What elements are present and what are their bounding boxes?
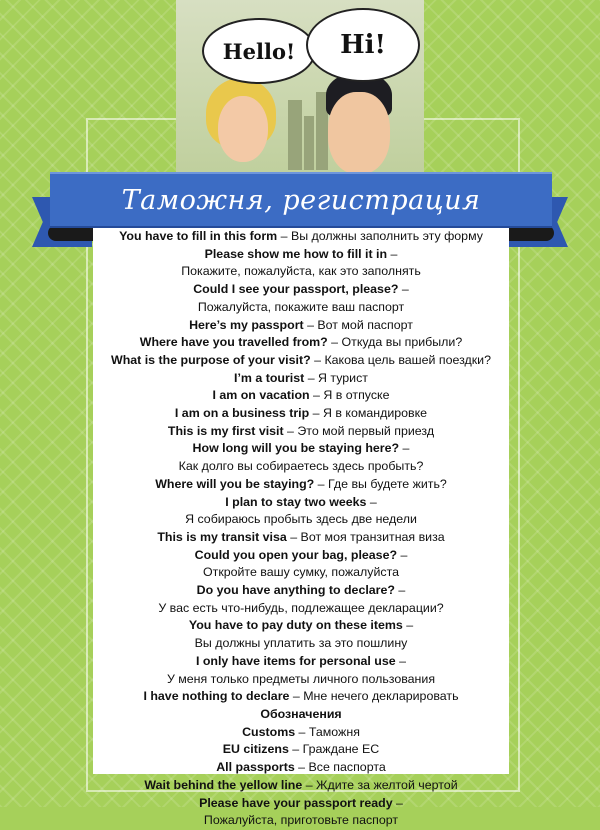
phrase-russian: Пожалуйста, приготовьте паспорт [203,813,399,828]
phrase-line [93,281,509,299]
phrase-line [93,334,509,352]
phrase-russian: Вы должны уплатить за это пошлину [194,636,408,651]
phrase-english: I am on vacation [212,388,310,403]
phrase-english: I plan to stay two weeks [225,494,367,509]
speech-bubble-hi: Hi! [306,8,420,82]
phrase-russian: – Вы должны заполнить эту форму [277,229,483,243]
phrase-english: This is my first visit [167,423,284,438]
phrase-line [93,263,509,281]
phrase-russian: – [366,494,377,509]
phrase-line [93,511,509,529]
phrase-line [93,759,509,777]
phrase-line [93,352,509,370]
phrase-russian: У меня только предметы личного пользования [166,671,436,686]
phrase-russian: – Ждите за желтой чертой [302,777,458,792]
phrase-russian: – [395,653,407,668]
phrase-russian: – Я в отпуске [309,388,390,403]
phrase-line [93,494,509,512]
page-title: Таможня, регистрация [121,184,481,216]
phrase-line [93,476,509,494]
phrase-english: Do you have anything to declare? [196,583,395,598]
phrase-english: EU citizens [222,742,289,757]
phrase-russian: – [392,795,403,810]
phrase-russian: – [399,441,410,456]
phrase-line [93,688,509,706]
phrase-english: I am on a business trip [174,406,310,421]
phrase-russian: – Это мой первый приезд [283,423,435,438]
phrase-english: I have nothing to declare [143,689,290,704]
phrase-english: Please have your passport ready [199,795,393,810]
phrase-line [93,317,509,335]
phrase-russian: – [394,583,406,598]
header-illustration [176,0,424,180]
phrase-russian: – [398,282,409,297]
phrase-line [93,795,509,813]
phrase-russian: – Откуда вы прибыли? [327,335,463,350]
phrase-line [93,635,509,653]
phrase-line [93,741,509,759]
phrase-line [93,582,509,600]
phrase-english: Customs [242,724,296,739]
phrase-line [93,812,509,830]
phrase-english: This is my transit visa [157,529,287,544]
phrase-russian: – [387,246,398,261]
phrase-english: You have to fill in this form [119,229,278,243]
phrase-russian: У вас есть что-нибудь, подлежащее декларации? [158,600,444,615]
phrase-russian: – Вот моя транзитная виза [286,529,445,544]
phrase-english: Where have you travelled from? [139,335,328,350]
phrase-list [93,228,509,830]
phrase-russian: – Таможня [295,724,360,739]
phrase-russian: – Я турист [304,370,368,385]
phrase-russian: – Где вы будете жить? [314,476,447,491]
phrase-english: All passports [216,760,295,775]
phrase-line [93,246,509,264]
phrase-line [93,724,509,742]
phrase-russian: – Я в командировке [309,406,428,421]
phrase-russian: Откройте вашу сумку, пожалуйста [203,565,399,580]
phrase-english: Please show me how to fill it in [204,246,388,261]
phrase-russian: Как долго вы собираетесь здесь пробыть? [178,459,424,474]
phrase-line [93,299,509,317]
phrase-line [93,458,509,476]
phrase-english: What is the purpose of your visit? [111,352,311,367]
phrase-line [93,564,509,582]
phrase-russian: – Мне нечего декларировать [289,689,459,704]
phrase-english: I’m a tourist [234,370,305,385]
phrase-english: Wait behind the yellow line [144,777,303,792]
phrase-line [93,387,509,405]
phrase-line [93,671,509,689]
phrase-line [93,423,509,441]
phrase-line [93,547,509,565]
phrase-line [93,529,509,547]
phrase-russian: Покажите, пожалуйста, как это заполнять [181,264,421,279]
phrase-russian: – Вот мой паспорт [303,317,413,332]
title-banner [50,172,552,228]
phrase-line [93,440,509,458]
phrase-english: How long will you be staying here? [192,441,400,456]
phrase-english: You have to pay duty on these items [188,618,403,633]
phrase-english: I only have items for personal use [195,653,396,668]
phrase-russian: – [397,547,408,562]
phrase-line [93,706,509,724]
phrase-english: Could I see your passport, please? [193,282,399,297]
phrase-english: Could you open your bag, please? [194,547,398,562]
phrase-line [93,617,509,635]
phrase-line [93,405,509,423]
phrase-russian: – Граждане ЕС [288,742,380,757]
phrase-english: Where will you be staying? [155,476,315,491]
phrase-russian: – Какова цель вашей поездки? [310,352,491,367]
phrase-line [93,228,509,246]
phrase-russian: – [402,618,414,633]
phrase-english: Обозначения [260,706,342,721]
phrase-line [93,370,509,388]
phrase-russian: Я собираюсь пробыть здесь две недели [185,512,417,527]
phrase-russian: Пожалуйста, покажите ваш паспорт [197,299,405,314]
phrase-line [93,600,509,618]
phrase-line [93,653,509,671]
phrase-english: Here’s my passport [189,317,304,332]
phrase-line [93,777,509,795]
phrase-russian: – Все паспорта [294,760,386,775]
speech-bubble-hello: Hello! [202,18,316,84]
